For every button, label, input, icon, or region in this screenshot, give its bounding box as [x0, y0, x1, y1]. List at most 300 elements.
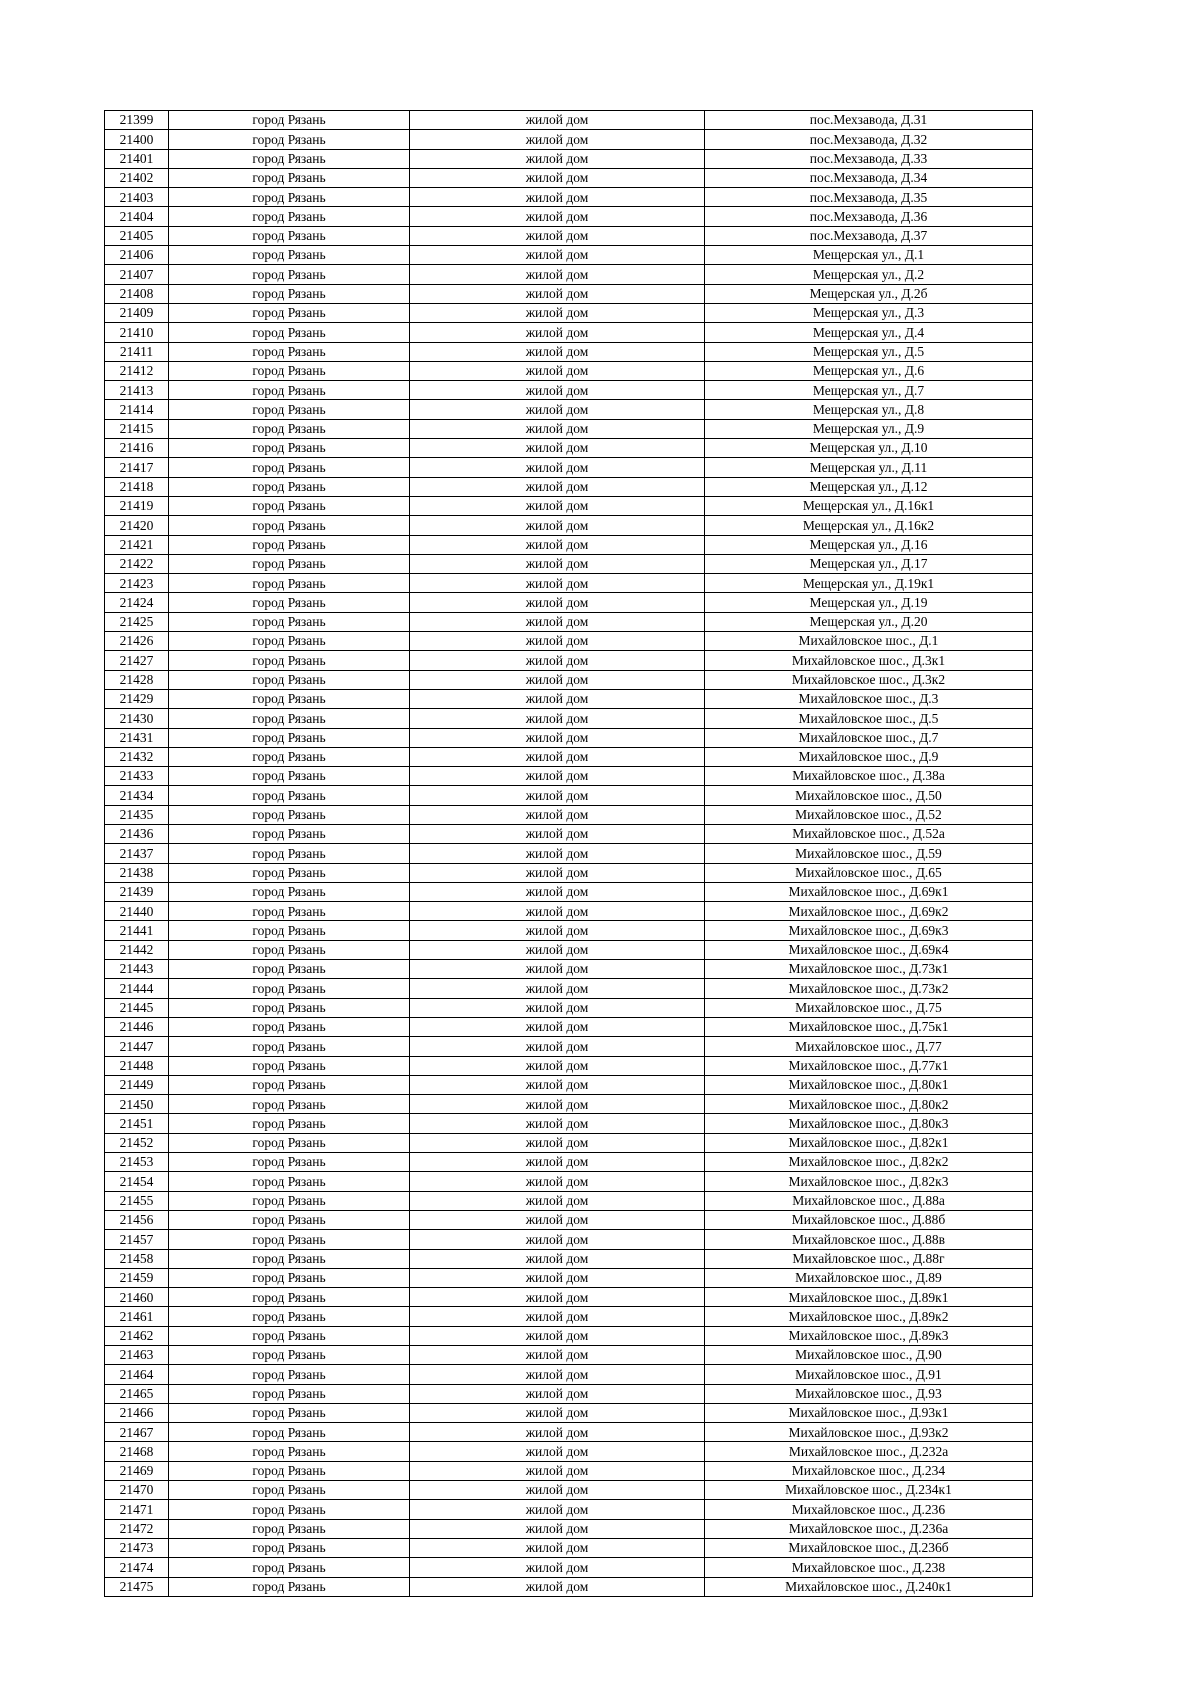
building-type-cell: жилой дом [410, 747, 705, 766]
city-cell: город Рязань [169, 1075, 410, 1094]
building-type-cell: жилой дом [410, 1191, 705, 1210]
row-number-cell: 21405 [105, 226, 169, 245]
city-cell: город Рязань [169, 1577, 410, 1596]
table-row [105, 554, 1033, 573]
row-number-cell: 21450 [105, 1095, 169, 1114]
address-cell: Мещерская ул., Д.5 [705, 342, 1033, 361]
building-type-cell: жилой дом [410, 960, 705, 979]
city-cell: город Рязань [169, 1114, 410, 1133]
address-cell: Михайловское шос., Д.88в [705, 1230, 1033, 1249]
table-row [105, 496, 1033, 515]
table-row [105, 593, 1033, 612]
building-type-cell: жилой дом [410, 303, 705, 322]
city-cell: город Рязань [169, 1133, 410, 1152]
building-type-cell: жилой дом [410, 1114, 705, 1133]
building-type-cell: жилой дом [410, 1268, 705, 1287]
row-number-cell: 21410 [105, 323, 169, 342]
address-cell: Мещерская ул., Д.10 [705, 439, 1033, 458]
table-row [105, 1210, 1033, 1229]
address-cell: Михайловское шос., Д.9 [705, 747, 1033, 766]
building-type-cell: жилой дом [410, 1307, 705, 1326]
row-number-cell: 21434 [105, 786, 169, 805]
city-cell: город Рязань [169, 882, 410, 901]
table-row [105, 940, 1033, 959]
address-cell: Михайловское шос., Д.5 [705, 709, 1033, 728]
table-row [105, 1172, 1033, 1191]
table-row [105, 149, 1033, 168]
building-type-cell: жилой дом [410, 516, 705, 535]
row-number-cell: 21416 [105, 439, 169, 458]
table-row [105, 1442, 1033, 1461]
row-number-cell: 21455 [105, 1191, 169, 1210]
building-type-cell: жилой дом [410, 593, 705, 612]
building-type-cell: жилой дом [410, 1249, 705, 1268]
row-number-cell: 21448 [105, 1056, 169, 1075]
table-row [105, 458, 1033, 477]
row-number-cell: 21470 [105, 1481, 169, 1500]
row-number-cell: 21461 [105, 1307, 169, 1326]
city-cell: город Рязань [169, 1500, 410, 1519]
address-cell: Михайловское шос., Д.75 [705, 998, 1033, 1017]
address-cell: Михайловское шос., Д.69к2 [705, 902, 1033, 921]
row-number-cell: 21411 [105, 342, 169, 361]
table-row [105, 439, 1033, 458]
city-cell: город Рязань [169, 265, 410, 284]
building-type-cell: жилой дом [410, 709, 705, 728]
address-cell: Михайловское шос., Д.69к4 [705, 940, 1033, 959]
address-cell: Михайловское шос., Д.88а [705, 1191, 1033, 1210]
address-cell: Мещерская ул., Д.19 [705, 593, 1033, 612]
building-type-cell: жилой дом [410, 612, 705, 631]
address-cell: Михайловское шос., Д.88б [705, 1210, 1033, 1229]
table-row [105, 786, 1033, 805]
table-row [105, 381, 1033, 400]
city-cell: город Рязань [169, 188, 410, 207]
row-number-cell: 21445 [105, 998, 169, 1017]
city-cell: город Рязань [169, 323, 410, 342]
row-number-cell: 21420 [105, 516, 169, 535]
city-cell: город Рязань [169, 593, 410, 612]
row-number-cell: 21437 [105, 844, 169, 863]
city-cell: город Рязань [169, 1037, 410, 1056]
building-type-cell: жилой дом [410, 1365, 705, 1384]
city-cell: город Рязань [169, 1384, 410, 1403]
table-row [105, 323, 1033, 342]
address-cell: Михайловское шос., Д.236а [705, 1519, 1033, 1538]
address-cell: Михайловское шос., Д.77 [705, 1037, 1033, 1056]
address-cell: Михайловское шос., Д.82к3 [705, 1172, 1033, 1191]
table-row [105, 1056, 1033, 1075]
address-cell: Михайловское шос., Д.69к3 [705, 921, 1033, 940]
row-number-cell: 21472 [105, 1519, 169, 1538]
address-cell: Михайловское шос., Д.80к2 [705, 1095, 1033, 1114]
table-row [105, 226, 1033, 245]
building-type-cell: жилой дом [410, 226, 705, 245]
city-cell: город Рязань [169, 902, 410, 921]
row-number-cell: 21441 [105, 921, 169, 940]
table-row [105, 709, 1033, 728]
building-type-cell: жилой дом [410, 1056, 705, 1075]
table-row [105, 960, 1033, 979]
city-cell: город Рязань [169, 786, 410, 805]
address-cell: Михайловское шос., Д.82к2 [705, 1153, 1033, 1172]
building-type-cell: жилой дом [410, 1384, 705, 1403]
table-row [105, 632, 1033, 651]
city-cell: город Рязань [169, 1191, 410, 1210]
city-cell: город Рязань [169, 130, 410, 149]
row-number-cell: 21440 [105, 902, 169, 921]
building-type-cell: жилой дом [410, 1481, 705, 1500]
table-row [105, 1037, 1033, 1056]
city-cell: город Рязань [169, 940, 410, 959]
table-row [105, 863, 1033, 882]
building-type-cell: жилой дом [410, 554, 705, 573]
address-cell: Михайловское шос., Д.238 [705, 1558, 1033, 1577]
building-type-cell: жилой дом [410, 284, 705, 303]
row-number-cell: 21453 [105, 1153, 169, 1172]
building-type-cell: жилой дом [410, 458, 705, 477]
address-cell: Мещерская ул., Д.1 [705, 246, 1033, 265]
row-number-cell: 21423 [105, 574, 169, 593]
city-cell: город Рязань [169, 1249, 410, 1268]
building-type-cell: жилой дом [410, 207, 705, 226]
building-type-cell: жилой дом [410, 921, 705, 940]
table-row [105, 111, 1033, 130]
address-cell: Михайловское шос., Д.232а [705, 1442, 1033, 1461]
row-number-cell: 21422 [105, 554, 169, 573]
table-row [105, 651, 1033, 670]
address-cell: Михайловское шос., Д.80к1 [705, 1075, 1033, 1094]
table-row [105, 1481, 1033, 1500]
city-cell: город Рязань [169, 535, 410, 554]
row-number-cell: 21454 [105, 1172, 169, 1191]
building-type-cell: жилой дом [410, 1210, 705, 1229]
city-cell: город Рязань [169, 226, 410, 245]
table-row [105, 1538, 1033, 1557]
address-cell: Мещерская ул., Д.2 [705, 265, 1033, 284]
table-row [105, 168, 1033, 187]
building-type-cell: жилой дом [410, 265, 705, 284]
address-cell: Михайловское шос., Д.89к2 [705, 1307, 1033, 1326]
table-row [105, 1403, 1033, 1422]
table-row [105, 400, 1033, 419]
city-cell: город Рязань [169, 998, 410, 1017]
city-cell: город Рязань [169, 303, 410, 322]
table-row [105, 1500, 1033, 1519]
city-cell: город Рязань [169, 921, 410, 940]
city-cell: город Рязань [169, 439, 410, 458]
address-cell: Михайловское шос., Д.89к3 [705, 1326, 1033, 1345]
address-cell: Михайловское шос., Д.73к1 [705, 960, 1033, 979]
row-number-cell: 21433 [105, 767, 169, 786]
table-row [105, 747, 1033, 766]
building-type-cell: жилой дом [410, 1403, 705, 1422]
city-cell: город Рязань [169, 381, 410, 400]
city-cell: город Рязань [169, 419, 410, 438]
row-number-cell: 21409 [105, 303, 169, 322]
city-cell: город Рязань [169, 496, 410, 515]
row-number-cell: 21456 [105, 1210, 169, 1229]
city-cell: город Рязань [169, 670, 410, 689]
row-number-cell: 21407 [105, 265, 169, 284]
row-number-cell: 21467 [105, 1423, 169, 1442]
table-row [105, 1230, 1033, 1249]
row-number-cell: 21465 [105, 1384, 169, 1403]
table-row [105, 303, 1033, 322]
row-number-cell: 21401 [105, 149, 169, 168]
address-cell: Михайловское шос., Д.236б [705, 1538, 1033, 1557]
city-cell: город Рязань [169, 1442, 410, 1461]
city-cell: город Рязань [169, 805, 410, 824]
building-type-cell: жилой дом [410, 1423, 705, 1442]
address-cell: Мещерская ул., Д.16 [705, 535, 1033, 554]
table-row [105, 419, 1033, 438]
city-cell: город Рязань [169, 824, 410, 843]
building-type-cell: жилой дом [410, 651, 705, 670]
row-number-cell: 21424 [105, 593, 169, 612]
row-number-cell: 21468 [105, 1442, 169, 1461]
city-cell: город Рязань [169, 1288, 410, 1307]
address-cell: Мещерская ул., Д.3 [705, 303, 1033, 322]
row-number-cell: 21430 [105, 709, 169, 728]
table-row [105, 728, 1033, 747]
building-type-cell: жилой дом [410, 1153, 705, 1172]
row-number-cell: 21473 [105, 1538, 169, 1557]
table-row [105, 1461, 1033, 1480]
city-cell: город Рязань [169, 651, 410, 670]
table-row [105, 1365, 1033, 1384]
building-type-cell: жилой дом [410, 1230, 705, 1249]
row-number-cell: 21447 [105, 1037, 169, 1056]
table-row [105, 1075, 1033, 1094]
building-type-cell: жилой дом [410, 632, 705, 651]
building-type-cell: жилой дом [410, 574, 705, 593]
city-cell: город Рязань [169, 400, 410, 419]
address-cell: Мещерская ул., Д.19к1 [705, 574, 1033, 593]
row-number-cell: 21403 [105, 188, 169, 207]
row-number-cell: 21439 [105, 882, 169, 901]
city-cell: город Рязань [169, 554, 410, 573]
address-cell: Мещерская ул., Д.11 [705, 458, 1033, 477]
table-row [105, 1326, 1033, 1345]
address-cell: Мещерская ул., Д.17 [705, 554, 1033, 573]
row-number-cell: 21463 [105, 1346, 169, 1365]
row-number-cell: 21458 [105, 1249, 169, 1268]
table-row [105, 882, 1033, 901]
city-cell: город Рязань [169, 168, 410, 187]
row-number-cell: 21474 [105, 1558, 169, 1577]
city-cell: город Рязань [169, 1461, 410, 1480]
row-number-cell: 21436 [105, 824, 169, 843]
building-type-cell: жилой дом [410, 670, 705, 689]
table-row [105, 1114, 1033, 1133]
table-row [105, 535, 1033, 554]
row-number-cell: 21414 [105, 400, 169, 419]
address-cell: Михайловское шос., Д.50 [705, 786, 1033, 805]
building-type-cell: жилой дом [410, 1519, 705, 1538]
city-cell: город Рязань [169, 1172, 410, 1191]
row-number-cell: 21415 [105, 419, 169, 438]
city-cell: город Рязань [169, 747, 410, 766]
city-cell: город Рязань [169, 1153, 410, 1172]
address-cell: Михайловское шос., Д.234 [705, 1461, 1033, 1480]
address-cell: Мещерская ул., Д.20 [705, 612, 1033, 631]
building-type-cell: жилой дом [410, 689, 705, 708]
city-cell: город Рязань [169, 1017, 410, 1036]
building-type-cell: жилой дом [410, 130, 705, 149]
building-type-cell: жилой дом [410, 1133, 705, 1152]
city-cell: город Рязань [169, 458, 410, 477]
city-cell: город Рязань [169, 960, 410, 979]
building-type-cell: жилой дом [410, 1442, 705, 1461]
address-cell: пос.Мехзавода, Д.34 [705, 168, 1033, 187]
building-type-cell: жилой дом [410, 1558, 705, 1577]
address-cell: Михайловское шос., Д.89 [705, 1268, 1033, 1287]
row-number-cell: 21449 [105, 1075, 169, 1094]
address-cell: пос.Мехзавода, Д.36 [705, 207, 1033, 226]
row-number-cell: 21475 [105, 1577, 169, 1596]
building-type-cell: жилой дом [410, 863, 705, 882]
table-row [105, 1423, 1033, 1442]
row-number-cell: 21402 [105, 168, 169, 187]
address-cell: Мещерская ул., Д.16к2 [705, 516, 1033, 535]
address-cell: Михайловское шос., Д.65 [705, 863, 1033, 882]
address-cell: Михайловское шос., Д.59 [705, 844, 1033, 863]
table-row [105, 998, 1033, 1017]
housing-registry-table [104, 110, 1033, 1597]
address-cell: Мещерская ул., Д.4 [705, 323, 1033, 342]
building-type-cell: жилой дом [410, 1075, 705, 1094]
building-type-cell: жилой дом [410, 111, 705, 130]
address-cell: Михайловское шос., Д.75к1 [705, 1017, 1033, 1036]
row-number-cell: 21471 [105, 1500, 169, 1519]
city-cell: город Рязань [169, 149, 410, 168]
row-number-cell: 21400 [105, 130, 169, 149]
row-number-cell: 21412 [105, 361, 169, 380]
row-number-cell: 21408 [105, 284, 169, 303]
city-cell: город Рязань [169, 1558, 410, 1577]
row-number-cell: 21464 [105, 1365, 169, 1384]
city-cell: город Рязань [169, 1095, 410, 1114]
table-row [105, 1307, 1033, 1326]
table-row [105, 824, 1033, 843]
city-cell: город Рязань [169, 516, 410, 535]
city-cell: город Рязань [169, 1481, 410, 1500]
address-cell: Мещерская ул., Д.7 [705, 381, 1033, 400]
building-type-cell: жилой дом [410, 419, 705, 438]
address-cell: Михайловское шос., Д.7 [705, 728, 1033, 747]
address-cell: Михайловское шос., Д.234к1 [705, 1481, 1033, 1500]
table-row [105, 361, 1033, 380]
city-cell: город Рязань [169, 574, 410, 593]
address-cell: Мещерская ул., Д.16к1 [705, 496, 1033, 515]
building-type-cell: жилой дом [410, 844, 705, 863]
address-cell: пос.Мехзавода, Д.31 [705, 111, 1033, 130]
address-cell: Михайловское шос., Д.240к1 [705, 1577, 1033, 1596]
row-number-cell: 21425 [105, 612, 169, 631]
table-row [105, 1346, 1033, 1365]
building-type-cell: жилой дом [410, 1017, 705, 1036]
building-type-cell: жилой дом [410, 400, 705, 419]
city-cell: город Рязань [169, 612, 410, 631]
address-cell: Мещерская ул., Д.8 [705, 400, 1033, 419]
building-type-cell: жилой дом [410, 1037, 705, 1056]
table-row [105, 612, 1033, 631]
city-cell: город Рязань [169, 979, 410, 998]
building-type-cell: жилой дом [410, 940, 705, 959]
row-number-cell: 21469 [105, 1461, 169, 1480]
address-cell: Михайловское шос., Д.90 [705, 1346, 1033, 1365]
row-number-cell: 21431 [105, 728, 169, 747]
registry-table-body [105, 111, 1033, 1597]
city-cell: город Рязань [169, 1423, 410, 1442]
table-row [105, 574, 1033, 593]
table-row [105, 1558, 1033, 1577]
city-cell: город Рязань [169, 1210, 410, 1229]
address-cell: Михайловское шос., Д.52 [705, 805, 1033, 824]
table-row [105, 1191, 1033, 1210]
city-cell: город Рязань [169, 361, 410, 380]
building-type-cell: жилой дом [410, 496, 705, 515]
row-number-cell: 21404 [105, 207, 169, 226]
table-row [105, 207, 1033, 226]
city-cell: город Рязань [169, 709, 410, 728]
table-row [105, 805, 1033, 824]
table-row [105, 921, 1033, 940]
address-cell: Михайловское шос., Д.38а [705, 767, 1033, 786]
row-number-cell: 21417 [105, 458, 169, 477]
city-cell: город Рязань [169, 689, 410, 708]
address-cell: Михайловское шос., Д.93к1 [705, 1403, 1033, 1422]
building-type-cell: жилой дом [410, 1095, 705, 1114]
address-cell: Михайловское шос., Д.93 [705, 1384, 1033, 1403]
building-type-cell: жилой дом [410, 149, 705, 168]
address-cell: Михайловское шос., Д.93к2 [705, 1423, 1033, 1442]
building-type-cell: жилой дом [410, 902, 705, 921]
building-type-cell: жилой дом [410, 1577, 705, 1596]
city-cell: город Рязань [169, 342, 410, 361]
row-number-cell: 21426 [105, 632, 169, 651]
table-row [105, 130, 1033, 149]
table-row [105, 1519, 1033, 1538]
table-row [105, 1577, 1033, 1596]
address-cell: Мещерская ул., Д.12 [705, 477, 1033, 496]
city-cell: город Рязань [169, 1365, 410, 1384]
address-cell: Михайловское шос., Д.82к1 [705, 1133, 1033, 1152]
building-type-cell: жилой дом [410, 805, 705, 824]
row-number-cell: 21427 [105, 651, 169, 670]
address-cell: Михайловское шос., Д.91 [705, 1365, 1033, 1384]
table-row [105, 265, 1033, 284]
address-cell: Михайловское шос., Д.77к1 [705, 1056, 1033, 1075]
city-cell: город Рязань [169, 728, 410, 747]
building-type-cell: жилой дом [410, 998, 705, 1017]
building-type-cell: жилой дом [410, 1288, 705, 1307]
address-cell: пос.Мехзавода, Д.37 [705, 226, 1033, 245]
table-row [105, 1384, 1033, 1403]
building-type-cell: жилой дом [410, 246, 705, 265]
city-cell: город Рязань [169, 246, 410, 265]
row-number-cell: 21443 [105, 960, 169, 979]
table-row [105, 844, 1033, 863]
row-number-cell: 21459 [105, 1268, 169, 1287]
row-number-cell: 21399 [105, 111, 169, 130]
building-type-cell: жилой дом [410, 786, 705, 805]
address-cell: Михайловское шос., Д.3к2 [705, 670, 1033, 689]
row-number-cell: 21462 [105, 1326, 169, 1345]
table-row [105, 246, 1033, 265]
building-type-cell: жилой дом [410, 535, 705, 554]
